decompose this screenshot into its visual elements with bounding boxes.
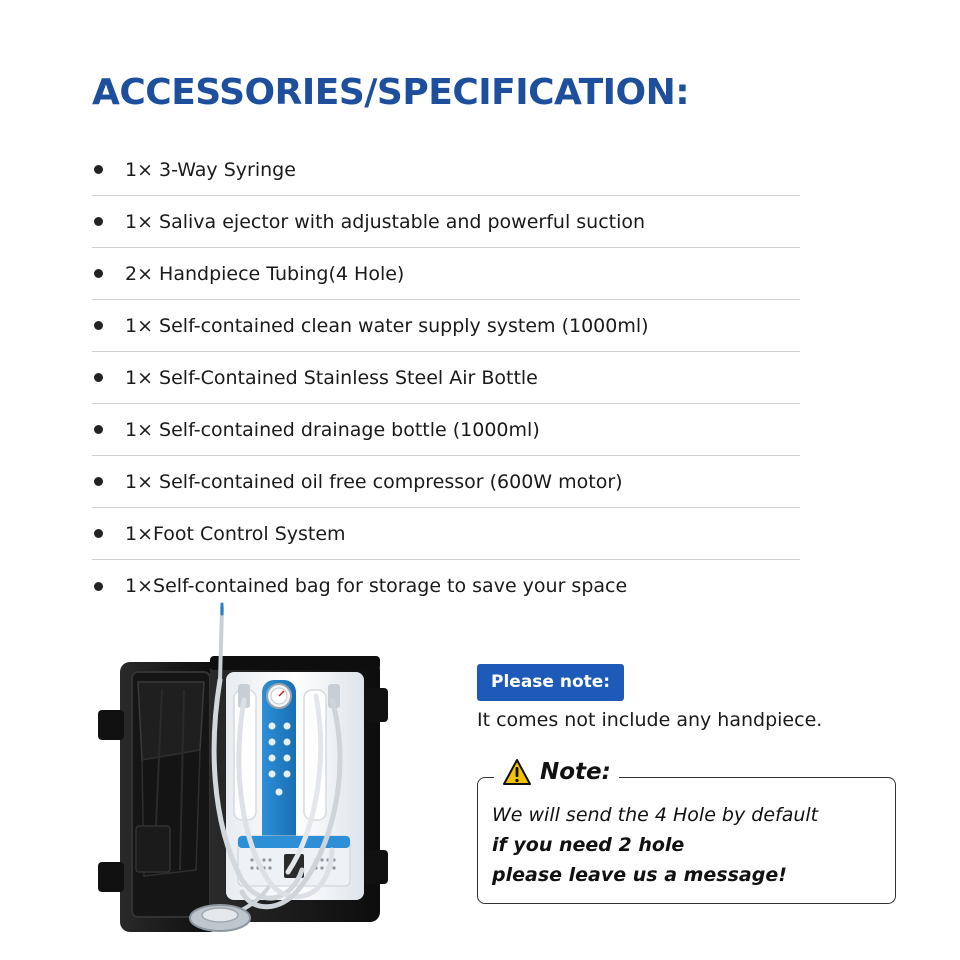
note-line: if you need 2 hole: [492, 834, 685, 856]
bullet-icon: [94, 373, 103, 382]
spec-item-text: 1× Self-contained clean water supply system (1000ml): [125, 314, 649, 337]
bullet-icon: [94, 477, 103, 486]
spec-item: [92, 144, 800, 196]
spec-item: [92, 404, 800, 456]
spec-item: [92, 196, 800, 248]
page-title: ACCESSORIES/SPECIFICATION:: [92, 72, 690, 113]
note-heading: [494, 758, 619, 786]
case-lid: [98, 662, 220, 932]
spec-item-text: 1×Self-contained bag for storage to save your space: [125, 575, 628, 597]
bullet-icon: [94, 165, 103, 174]
bullet-icon: [94, 269, 103, 278]
note-heading-text: Note:: [540, 759, 611, 785]
spec-item-text: 1× Saliva ejector with adjustable and powerful suction: [125, 210, 646, 233]
spec-item: [92, 508, 800, 560]
spec-item-text: 1× 3-Way Syringe: [125, 158, 296, 181]
product-image: [92, 600, 392, 940]
note-line: please leave us a message!: [492, 864, 787, 886]
please-note-text: It comes not include any handpiece.: [477, 709, 823, 731]
spec-list: [92, 144, 800, 612]
spec-item-text: 1× Self-contained drainage bottle (1000ml): [125, 418, 540, 441]
spec-item: [92, 300, 800, 352]
spec-item-text: 1×Foot Control System: [125, 522, 346, 545]
foot-control: [190, 905, 250, 931]
bullet-icon: [94, 425, 103, 434]
spec-item-text: 2× Handpiece Tubing(4 Hole): [125, 262, 405, 285]
note-box: [477, 759, 896, 904]
spec-item: [92, 248, 800, 300]
bullet-icon: [94, 529, 103, 538]
note-line: We will send the 4 Hole by default: [492, 804, 819, 826]
spec-item: [92, 352, 800, 404]
note-lines: [492, 800, 818, 890]
spec-item-text: 1× Self-contained oil free compressor (600W motor): [125, 470, 623, 493]
spec-item-text: 1× Self-Contained Stainless Steel Air Bottle: [125, 366, 538, 389]
spec-item: [92, 456, 800, 508]
bullet-icon: [94, 582, 103, 591]
please-note-badge: Please note:: [477, 664, 624, 701]
warning-triangle-icon: [502, 758, 532, 786]
bullet-icon: [94, 321, 103, 330]
bullet-icon: [94, 217, 103, 226]
